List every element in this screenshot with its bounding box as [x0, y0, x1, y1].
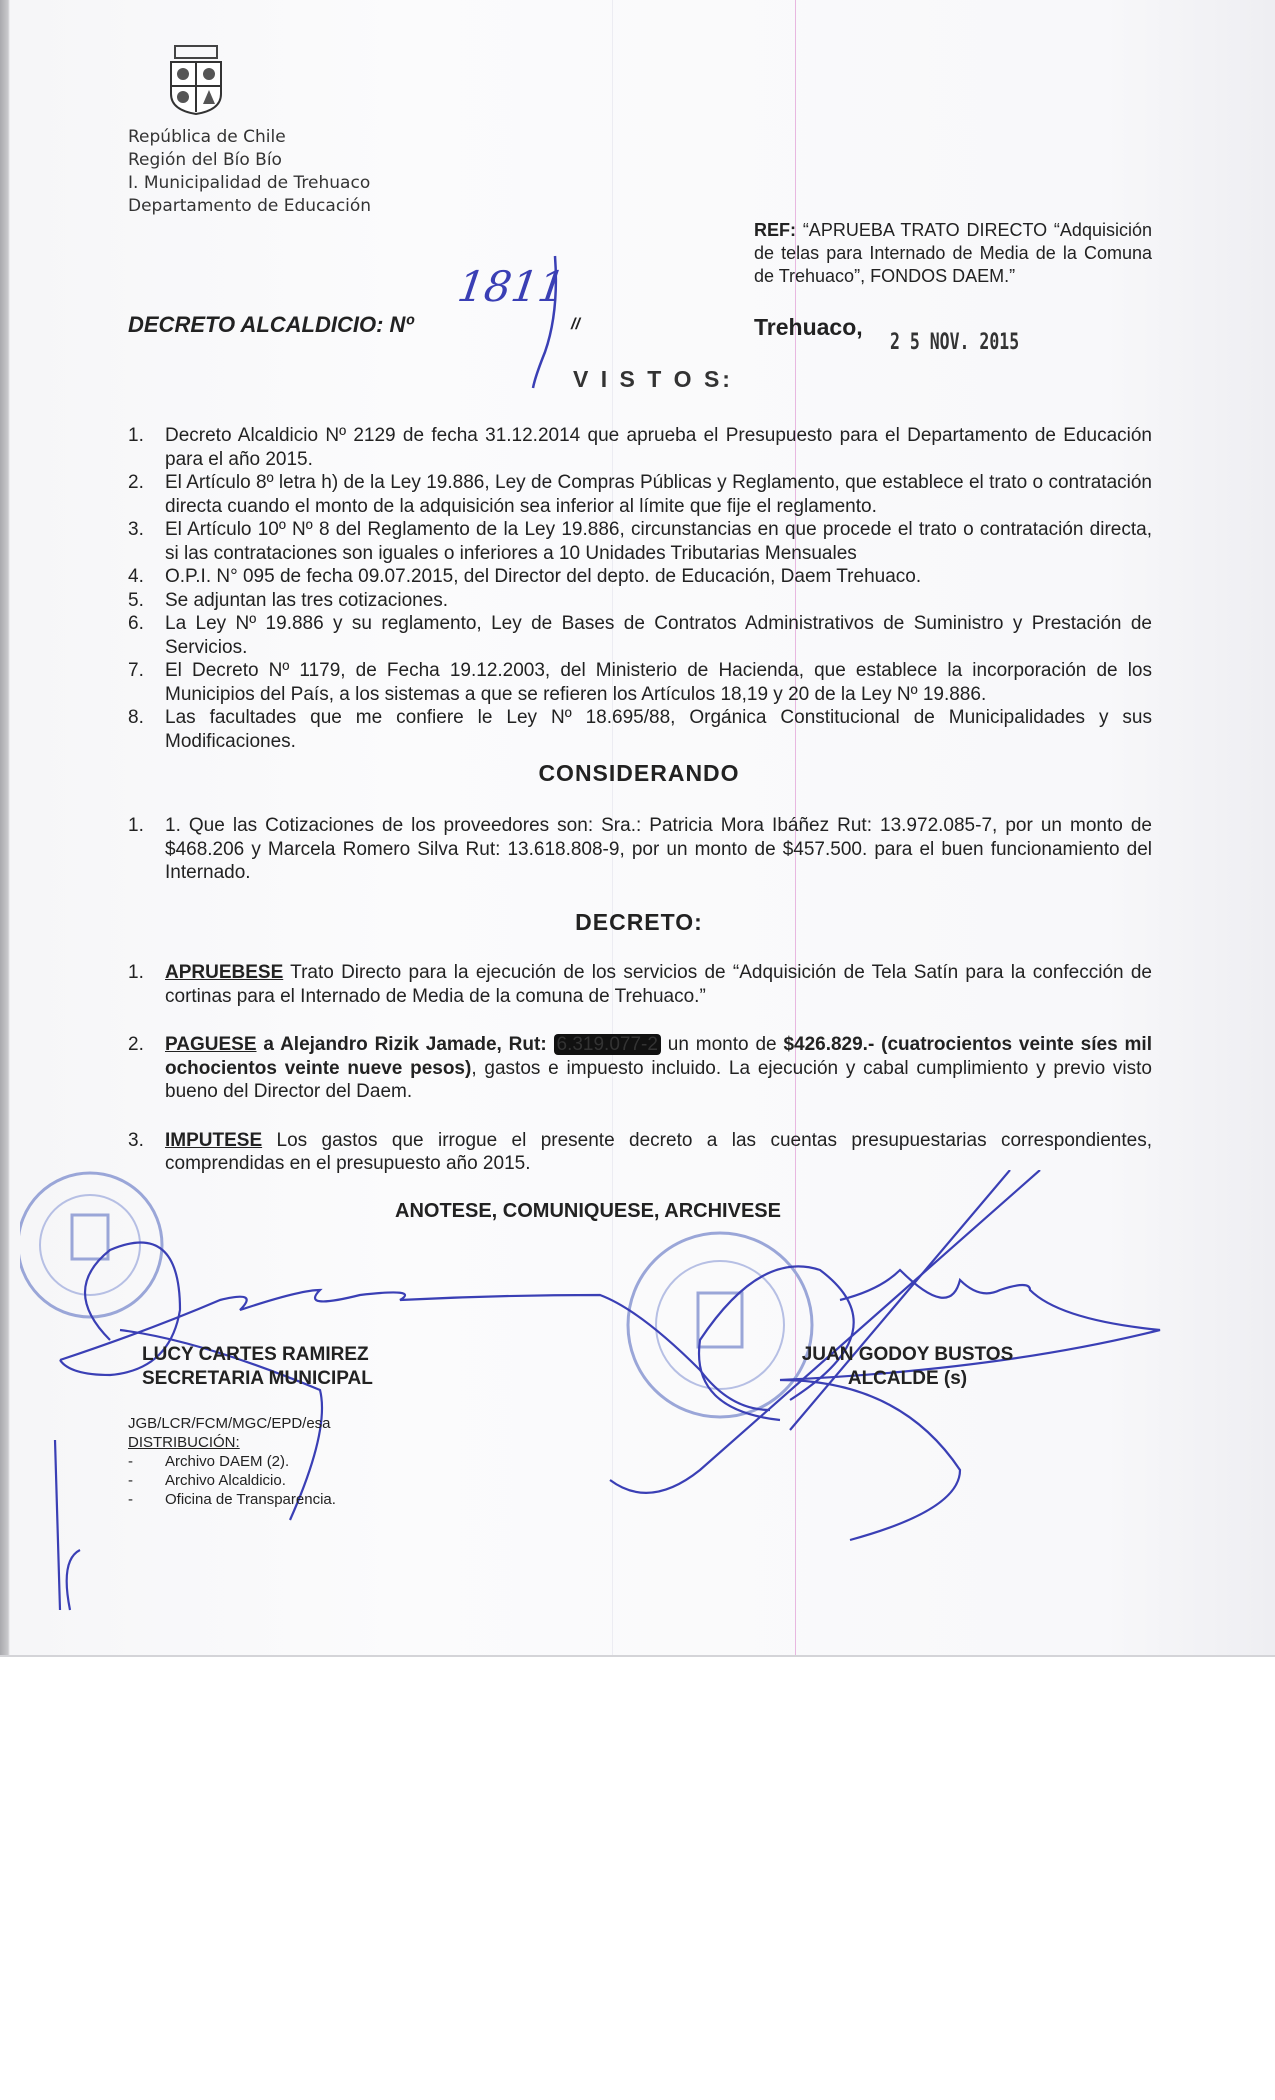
item-text: El Decreto Nº 1179, de Fecha 19.12.2003, del Ministerio de Hacienda, que establece la incorporación de los Municipios del País, a los sistemas a que se refieren los Artículos 18,19 y 20 de la Ley Nº 19.886. [165, 660, 1152, 705]
item-text: La Ley Nº 19.886 y su reglamento, Ley de Bases de Contratos Administrativos de Suministro y Prestación de Servicios. [165, 613, 1152, 658]
item-keyword: APRUEBESE [165, 962, 284, 983]
item-text: El Artículo 10º Nº 8 del Reglamento de la Ley 19.886, circunstancias en que procede el trato o contratación directa, si las contrataciones son iguales o inferiores a 10 Unidades Tributarias Mensuales [165, 519, 1152, 564]
distribution-item: - Oficina de Transparencia. [128, 1491, 336, 1508]
decreto-item [128, 961, 1152, 1008]
decree-title-text: DECRETO ALCALDICIO: Nº [128, 312, 414, 337]
considerando-list [128, 814, 1152, 885]
decree-suffix: // [571, 316, 580, 333]
decree-title [128, 312, 413, 338]
item-number: 4. [128, 566, 144, 587]
secretary-role: SECRETARIA MUNICIPAL [142, 1368, 373, 1389]
handwritten-signatures [0, 1170, 1275, 1630]
item-text: Las facultades que me confiere le Ley Nº 18.695/88, Orgánica Constitucional de Municipalidades y sus Modificaciones. [165, 707, 1152, 752]
item-keyword: PAGUESE [165, 1034, 257, 1055]
header-line: I. Municipalidad de Trehuaco [128, 173, 371, 193]
handwritten-slash [525, 252, 565, 392]
reference-block [754, 219, 1152, 288]
redacted-rut: 6.319.077-2 [554, 1034, 661, 1055]
item-text: Se adjuntan las tres cotizaciones. [165, 589, 449, 611]
item-number: 3. [128, 519, 144, 540]
ref-label: REF: [754, 220, 796, 240]
item-number: 1. [128, 425, 144, 446]
handwritten-decree-number: 1811 [454, 262, 569, 311]
decreto-item [128, 1129, 1152, 1176]
distribution-item: - Archivo Alcaldicio. [128, 1472, 286, 1489]
considerando-heading: CONSIDERANDO [538, 760, 740, 786]
secretary-name: LUCY CARTES RAMIREZ [142, 1344, 369, 1365]
item-number: 1. [128, 962, 144, 983]
item-text: , gastos e impuesto incluido. La ejecución y cabal cumplimiento y previo visto bueno del Director del Daem. [165, 1057, 1152, 1102]
payment-amount: $426.829.- (cuatrocientos veinte síes mil ochocientos veinte nueve pesos) [165, 1034, 1152, 1079]
vistos-list [128, 424, 1152, 753]
item-text: El Artículo 8º letra h) de la Ley 19.886, Ley de Compras Públicas y Reglamento, que establece el trato o contratación directa cuando el monto de la adquisición sea inferior al límite que fije el reglamento. [165, 472, 1152, 517]
item-number: 2. [128, 1034, 144, 1055]
item-text: 1. Que las Cotizaciones de los proveedores son: Sra.: Patricia Mora Ibáñez Rut: 13.972.085-7, por un monto de $468.206 y Marcela Romero Silva Rut: 13.618.808-9, por un monto de $457.500. para el buen funcionamiento del Internado. [165, 815, 1152, 883]
vistos-item [128, 706, 1152, 753]
footer-distribution [128, 1414, 336, 1509]
vistos-item [128, 612, 1152, 659]
ref-text: “APRUEBA TRATO DIRECTO “Adquisición de telas para Internado de Media de la Comuna de Trehuaco”, FONDOS DAEM.” [754, 220, 1152, 286]
decree-place: Trehuaco, [754, 314, 863, 340]
header-line: Departamento de Educación [128, 196, 372, 216]
municipal-crest-logo [165, 44, 227, 116]
considerando-item [128, 814, 1152, 885]
secretary-signature-block [142, 1343, 373, 1391]
distribution-item-text: Archivo DAEM (2). [165, 1453, 290, 1470]
decreto-item [128, 1033, 1152, 1104]
date-stamp: 2 5 NOV. 2015 [890, 330, 1020, 355]
vistos-item [128, 471, 1152, 518]
distribution-item-text: Archivo Alcaldicio. [165, 1472, 286, 1489]
vistos-heading: V I S T O S: [573, 366, 733, 392]
item-text: un monto de [660, 1034, 784, 1055]
item-text: Trato Directo para la ejecución de los servicios de “Adquisición de Tela Satín para la confección de cortinas para el Internado de Media de la comuna de Trehuaco.” [165, 962, 1152, 1007]
mayor-name: JUAN GODOY BUSTOS [801, 1344, 1014, 1365]
item-text: Los gastos que irrogue el presente decreto a las cuentas presupuestarias correspondientes, comprendidas en el presupuesto año 2015. [165, 1129, 1152, 1174]
item-text: Decreto Alcaldicio Nº 2129 de fecha 31.12.2014 que aprueba el Presupuesto para el Departamento de Educación para el año 2015. [165, 425, 1152, 470]
header-line: Región del Bío Bío [128, 150, 282, 170]
mayor-signature-block [790, 1343, 1025, 1391]
initials: JGB/LCR/FCM/MGC/EPD/esa [128, 1415, 331, 1432]
item-number: 7. [128, 660, 144, 681]
vistos-item [128, 659, 1152, 706]
item-number: 8. [128, 707, 144, 728]
item-number: 2. [128, 472, 144, 493]
item-number: 6. [128, 613, 144, 634]
item-number: 3. [128, 1129, 144, 1151]
closing-formula: ANOTESE, COMUNIQUESE, ARCHIVESE [395, 1200, 781, 1222]
mayor-role: ALCALDE (s) [847, 1368, 968, 1389]
vistos-item [128, 565, 1152, 589]
distribution-item: - Archivo DAEM (2). [128, 1453, 290, 1470]
item-number: 1. [128, 815, 144, 836]
item-number: 5. [128, 589, 144, 611]
header-line: República de Chile [128, 127, 286, 147]
payee-text: a Alejandro Rizik Jamade, Rut: [256, 1034, 554, 1055]
vistos-item [128, 518, 1152, 565]
item-text: O.P.I. N° 095 de fecha 09.07.2015, del Director del depto. de Educación, Daem Trehuaco. [165, 566, 922, 587]
distribution-item-text: Oficina de Transparencia. [165, 1491, 336, 1508]
item-keyword: IMPUTESE [165, 1129, 263, 1151]
decreto-list [128, 961, 1152, 1176]
vistos-item [128, 424, 1152, 471]
distribution-label: DISTRIBUCIÓN: [128, 1434, 240, 1451]
vistos-item [128, 589, 1152, 613]
decreto-heading: DECRETO: [575, 909, 703, 935]
header-institution [128, 126, 371, 218]
